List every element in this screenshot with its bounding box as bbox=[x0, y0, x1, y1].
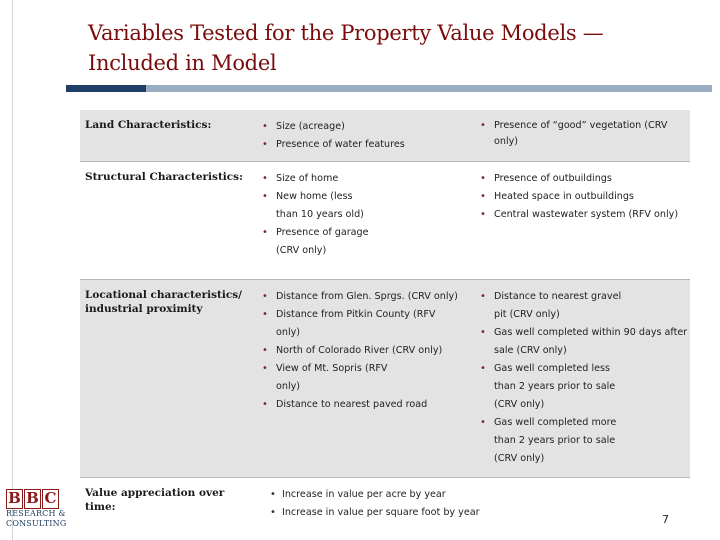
title-underline-bar bbox=[66, 85, 712, 92]
bullet-icon: • bbox=[480, 363, 486, 374]
row-structural-mid-column bbox=[260, 162, 478, 279]
list-item: • Presence of water features bbox=[260, 136, 478, 154]
bullet-icon: • bbox=[262, 227, 268, 238]
list-item: • Size (acreage) bbox=[260, 118, 478, 136]
list-item: • Size of home bbox=[260, 170, 478, 188]
row-locational-right-column bbox=[478, 280, 690, 477]
logo-text-line2: CONSULTING bbox=[6, 519, 67, 528]
list-item: • Central wastewater system (RFV only) bbox=[478, 206, 690, 224]
bullet-icon: • bbox=[480, 191, 486, 202]
list-item: • Distance to nearest gravel pit (CRV only) bbox=[478, 288, 634, 324]
logo-text-line1: RESEARCH & bbox=[6, 509, 66, 518]
row-structural-right-column bbox=[478, 162, 690, 279]
list-item: • Presence of garage (CRV only) bbox=[260, 224, 386, 260]
bullet-icon: • bbox=[262, 191, 268, 202]
bbc-logo bbox=[6, 488, 67, 530]
table-row-land bbox=[80, 110, 690, 162]
table-row-structural bbox=[80, 162, 690, 280]
bullet-icon: • bbox=[262, 139, 268, 150]
row-label-locational: Locational characteristics/ industrial proximity bbox=[85, 289, 243, 315]
logo-letter: B bbox=[24, 489, 41, 509]
bullet-icon: • bbox=[262, 309, 268, 320]
slide-title: Variables Tested for the Property Value Models — Included in Model bbox=[88, 21, 604, 75]
bullet-icon: • bbox=[480, 120, 486, 131]
list-item: • Distance to nearest paved road bbox=[260, 396, 478, 414]
list-item: • View of Mt. Sopris (RFV only) bbox=[260, 360, 406, 396]
list-item: • Gas well completed within 90 days after sale (CRV only) bbox=[478, 324, 690, 360]
list-item: • Presence of outbuildings bbox=[478, 170, 690, 188]
title-underline-accent bbox=[66, 85, 146, 92]
row-label-appreciation: Value appreciation over time: bbox=[85, 487, 225, 513]
bullet-icon: • bbox=[262, 399, 268, 410]
row-label-structural: Structural Characteristics: bbox=[85, 171, 243, 183]
list-item: • Gas well completed less than 2 years prior to sale (CRV only) bbox=[478, 360, 634, 414]
bullet-icon: • bbox=[480, 173, 486, 184]
list-item: • Distance from Pitkin County (RFV only) bbox=[260, 306, 456, 342]
bullet-icon: • bbox=[270, 507, 276, 518]
list-item: • Increase in value per acre by year bbox=[268, 486, 490, 504]
list-item: • North of Colorado River (CRV only) bbox=[260, 342, 478, 360]
row-locational-mid-column bbox=[260, 280, 478, 477]
list-item: • Gas well completed more than 2 years prior to sale (CRV only) bbox=[478, 414, 634, 468]
bullet-icon: • bbox=[262, 291, 268, 302]
row-label-land: Land Characteristics: bbox=[85, 119, 212, 131]
bullet-icon: • bbox=[480, 327, 486, 338]
list-item: • Distance from Glen. Sprgs. (CRV only) bbox=[260, 288, 478, 306]
bullet-icon: • bbox=[262, 345, 268, 356]
bullet-icon: • bbox=[262, 363, 268, 374]
bullet-icon: • bbox=[480, 291, 486, 302]
bullet-icon: • bbox=[262, 173, 268, 184]
list-item: • Heated space in outbuildings bbox=[478, 188, 690, 206]
table-row-locational bbox=[80, 280, 690, 478]
list-item: • New home (less than 10 years old) bbox=[260, 188, 376, 224]
page-number: 7 bbox=[662, 513, 669, 526]
row-land-mid-column bbox=[260, 110, 478, 161]
row-land-right-column bbox=[478, 110, 690, 161]
list-item: • Increase in value per square foot by year bbox=[268, 504, 490, 522]
logo-letter: C bbox=[42, 489, 59, 509]
slide-left-border bbox=[0, 0, 13, 540]
bullet-icon: • bbox=[480, 417, 486, 428]
list-item: • Presence of “good” vegetation (CRV only) bbox=[480, 120, 668, 147]
bullet-icon: • bbox=[262, 121, 268, 132]
variables-table bbox=[80, 110, 690, 538]
table-row-appreciation bbox=[80, 478, 690, 538]
bullet-icon: • bbox=[270, 489, 276, 500]
bullet-icon: • bbox=[480, 209, 486, 220]
row-appreciation-mid-column bbox=[260, 478, 490, 538]
logo-letter: B bbox=[6, 489, 23, 509]
